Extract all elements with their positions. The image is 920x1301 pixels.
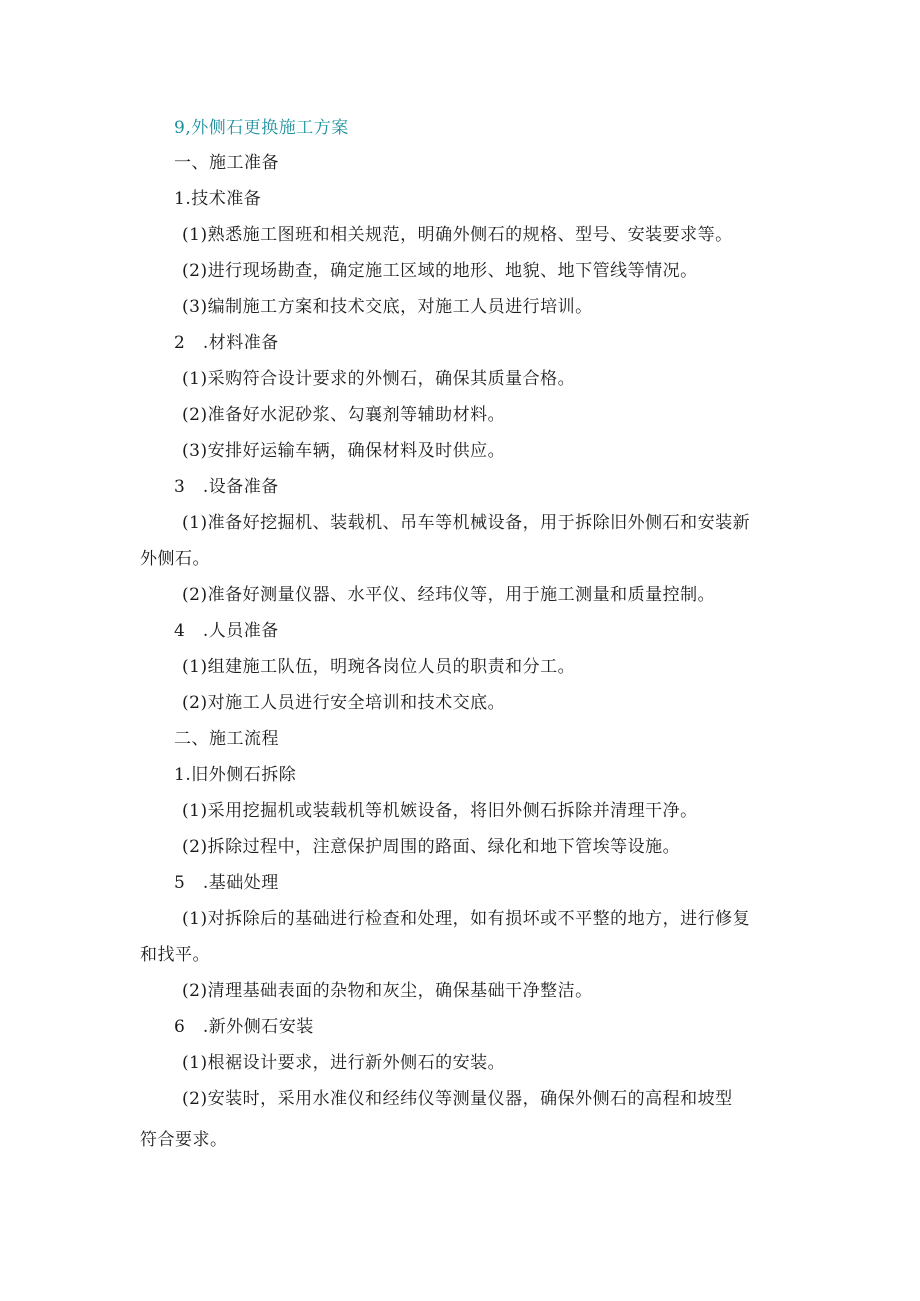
paragraph: (2)准备好测量仪器、水平仪、经玮仪等，用于施工测量和质量控制。 <box>182 585 716 605</box>
paragraph: (1)采购符合设计要求的外恻石，确保其质量合格。 <box>182 369 576 389</box>
paragraph: (1)采用挖掘机或装载机等机嫉设备，将旧外侧石拆除并清理干净。 <box>182 801 698 821</box>
paragraph: (2)准备好水泥砂浆、勾襄剂等辅助材料。 <box>182 405 506 425</box>
paragraph: (2)安装时，采用水准仪和经纬仪等测量仪器，确保外侧石的高程和坡型 <box>182 1089 733 1109</box>
paragraph: (3)编制施工方案和技术交底，对施工人员进行培训。 <box>182 297 593 317</box>
paragraph: (2)进行现场勘查，确定施工区域的地形、地貌、地下管线等情况。 <box>182 261 698 281</box>
paragraph: (2)对施工人员进行安全培训和技术交底。 <box>182 693 506 713</box>
paragraph-continuation: 符合要求。 <box>140 1130 228 1150</box>
paragraph: (2)清理基础表面的杂物和灰尘，确保基础干净整洁。 <box>182 981 593 1001</box>
paragraph: (1)对拆除后的基础进行检查和处理，如有损坏或不平整的地方，进行修复 <box>182 909 751 929</box>
paragraph-continuation: 外侧石。 <box>140 549 210 569</box>
paragraph-continuation: 和找平。 <box>140 945 210 965</box>
paragraph: (3)安排好运输车辆，确保材料及时供应。 <box>182 441 506 461</box>
section-2-heading: 二、施工流程 <box>174 729 279 749</box>
subsection-installation-heading: 6 .新外侧石安装 <box>174 1017 314 1037</box>
subsection-removal-heading: 1.旧外侧石拆除 <box>174 765 297 785</box>
paragraph: (1)准备好挖掘机、装载机、吊车等机械设备，用于拆除旧外侧石和安装新 <box>182 513 751 533</box>
subsection-personnel-heading: 4 .人员准备 <box>174 621 279 641</box>
paragraph: (1)熟悉施工图班和相关规范，明确外侧石的规格、型号、安装要求等。 <box>182 225 733 245</box>
section-1-heading: 一、施工准备 <box>174 153 279 173</box>
subsection-equipment-heading: 3 .设备准备 <box>174 477 279 497</box>
paragraph: (1)组建施工队伍，明琬各岗位人员的职责和分工。 <box>182 657 576 677</box>
paragraph: (1)根裾设计要求，进行新外侧石的安装。 <box>182 1053 506 1073</box>
paragraph: (2)拆除过程中，注意保护周围的路面、绿化和地下管埃等设施。 <box>182 837 681 857</box>
document-title: 9,外侧石更换施工方案 <box>174 118 349 138</box>
subsection-materials-heading: 2 .材料准备 <box>174 333 279 353</box>
subsection-technical-heading: 1.技术准备 <box>174 189 262 209</box>
subsection-foundation-heading: 5 .基础处理 <box>174 873 279 893</box>
